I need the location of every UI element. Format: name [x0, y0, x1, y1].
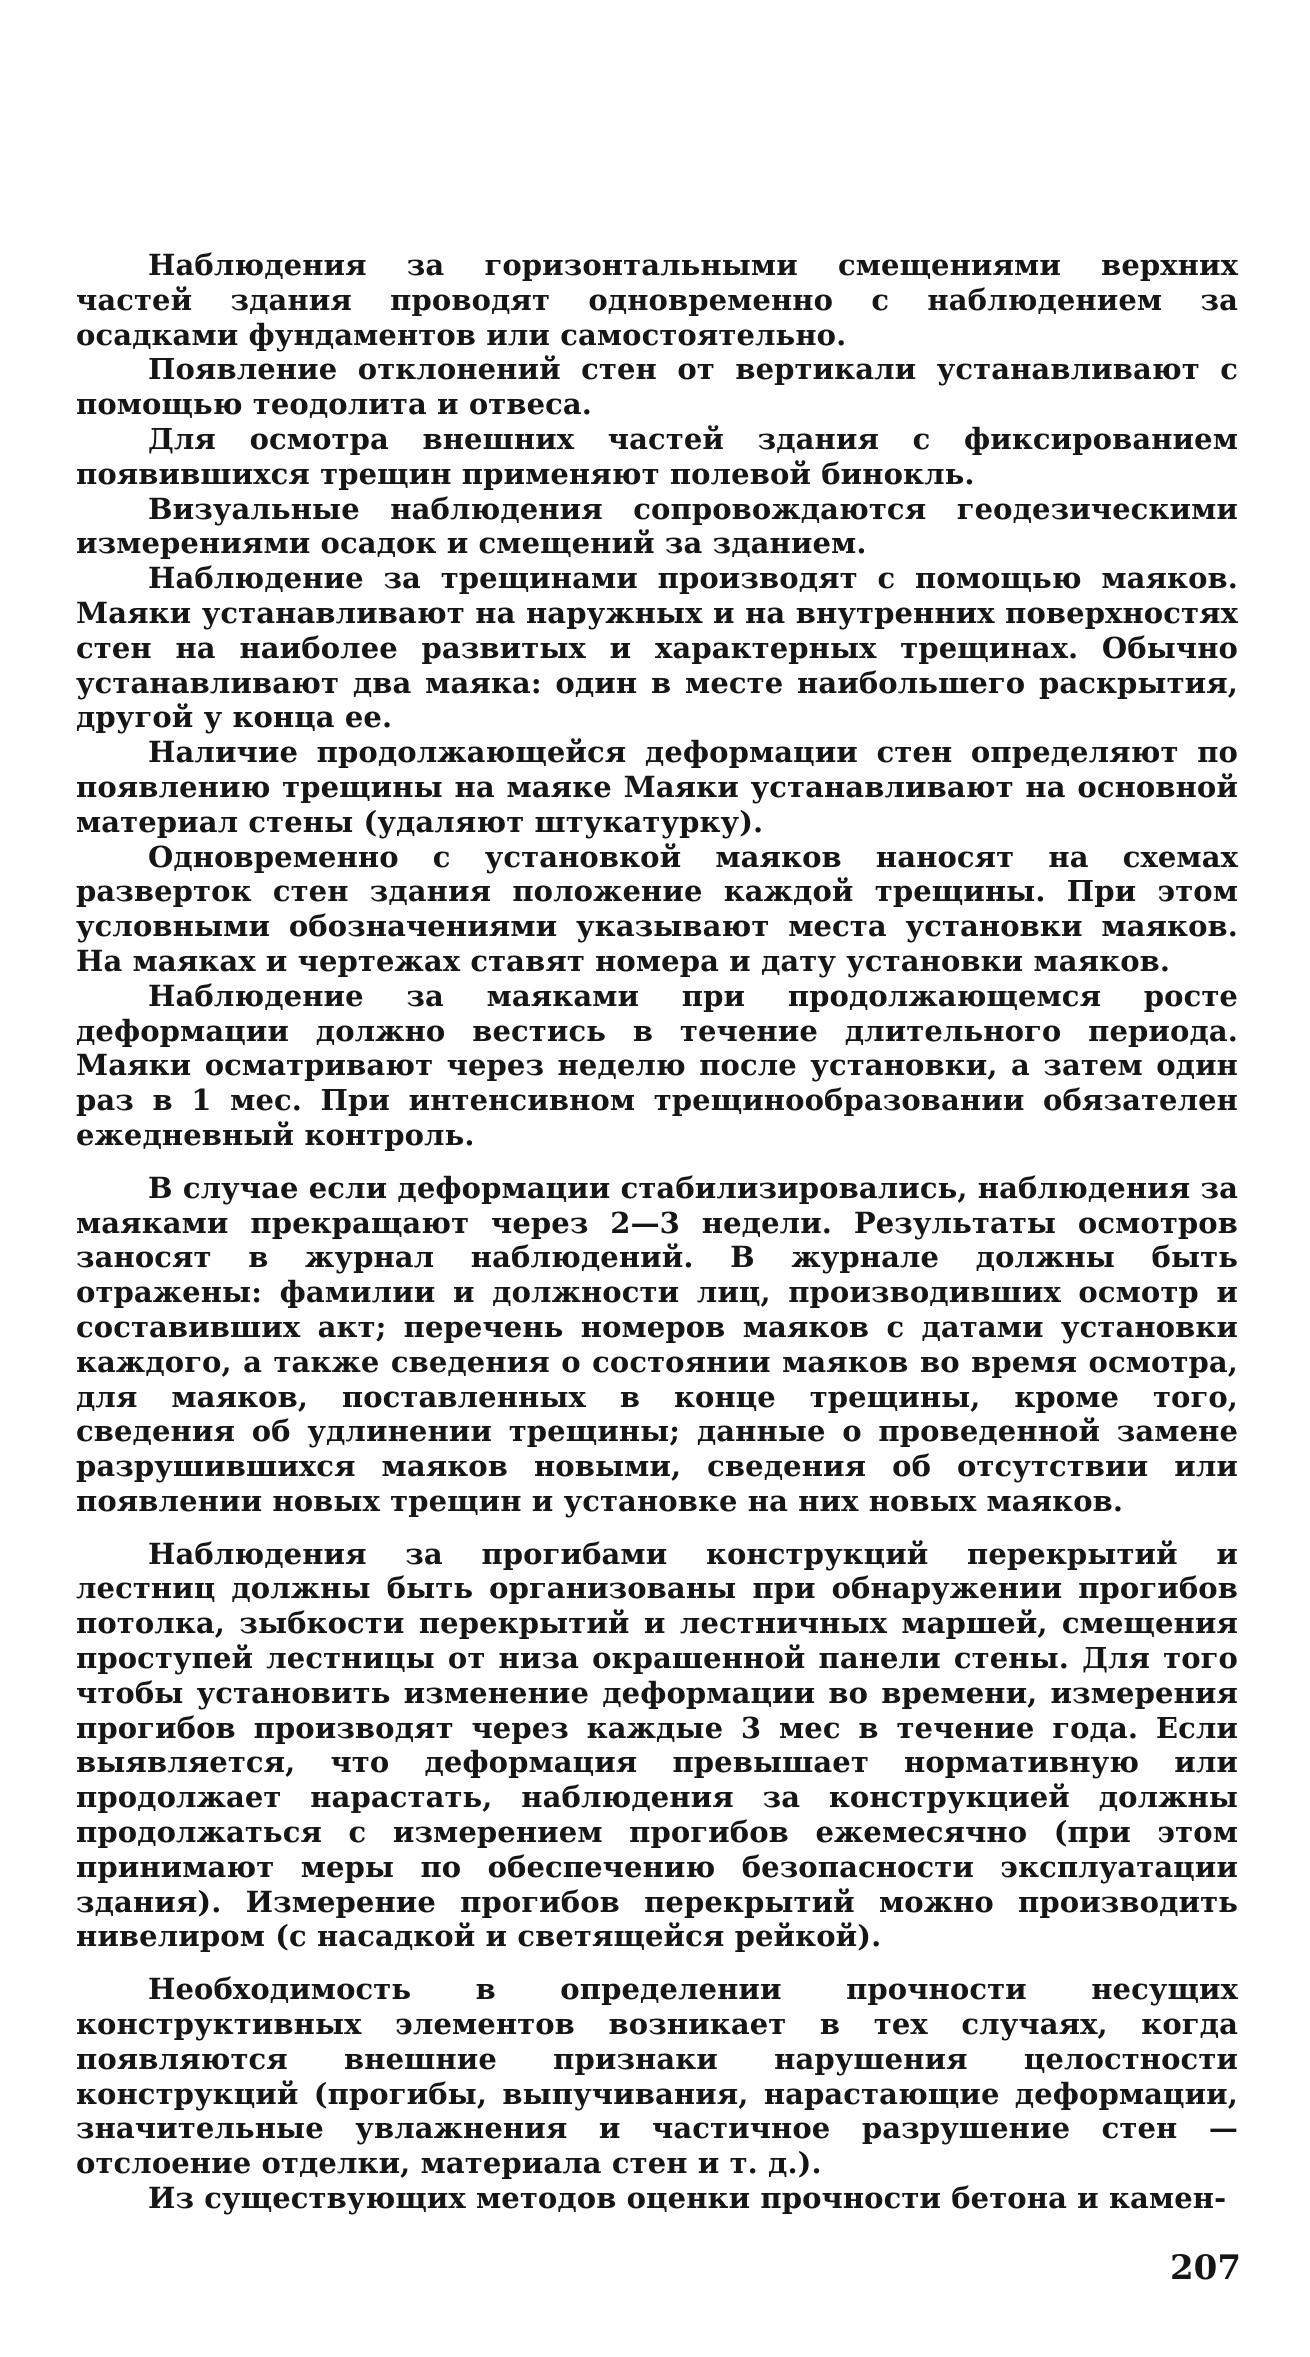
- paragraph-continued-methods: Из существующих методов оценки прочности бетона и камен-: [148, 2181, 1227, 2216]
- paragraph-ongoing-deformation: Наличие продолжающейся деформации стен определяют по появлению трещины на маяке Маяки устанавливают на основной материал стены (удаляют штукатурку).: [76, 735, 1238, 839]
- paragraph-crack-layout-diagrams: Одновременно с установкой маяков наносят на схемах разверток стен здания положение каждой трещины. При этом условными обозначениями указывают места установки маяков. На маяках и чертежах ставят номера и дату установки маяков.: [76, 839, 1238, 978]
- page-text-block: [76, 248, 1238, 2216]
- paragraph-horizontal-displacement: Наблюдения за горизонтальными смещениями верхних частей здания проводят одновременно с наблюдением за осадками фундаментов или самостоятельно.: [76, 248, 1238, 352]
- paragraph-beacon-inspection-period: Наблюдение за маяками при продолжающемся росте деформации должно вестись в течение длительного периода. Маяки осматривают через неделю после установки, а затем один раз в 1 мес. При интенсивном трещинообразовании обязателен ежедневный контроль.: [76, 978, 1238, 1152]
- paragraph-binoculars: Для осмотра внешних частей здания с фиксированием появившихся трещин применяют полевой бинокль.: [76, 421, 1238, 491]
- paragraph-visual-observations: Визуальные наблюдения сопровождаются геодезическими измерениями осадок и смещений за зданием.: [76, 491, 1238, 561]
- page-number: 207: [1170, 2248, 1241, 2288]
- paragraph-strength-assessment: Необходимость в определении прочности несущих конструктивных элементов возникает в тех случаях, когда появляются внешние признаки нарушения целостности конструкций (прогибы, выпучивания, нарастающие деформации, значительные увлажнения и частичное разрушение стен — отслоение отделки, материала стен и т. д.).: [76, 1972, 1238, 2181]
- paragraph-wall-deviation: Появление отклонений стен от вертикали устанавливают с помощью теодолита и отвеса.: [76, 352, 1238, 422]
- paragraph-crack-beacons: Наблюдение за трещинами производят с помощью маяков. Маяки устанавливают на наружных и на внутренних поверхностях стен на наиболее развитых и характерных трещинах. Обычно устанавливают два маяка: один в месте наибольшего раскрытия, другой у конца ее.: [76, 561, 1238, 735]
- paragraph-deflection-monitoring: Наблюдения за прогибами конструкций перекрытий и лестниц должны быть организованы при обнаружении прогибов потолка, зыбкости перекрытий и лестничных маршей, смещения проступей лестницы от низа окрашенной панели стены. Для того чтобы установить изменение деформации во времени, измерения прогибов производят через каждые 3 мес в течение года. Если выявляется, что деформация превышает нормативную или продолжает нарастать, наблюдения за конструкцией должны продолжаться с измерением прогибов ежемесячно (при этом принимают меры по обеспечению безопасности эксплуатации здания). Измерение прогибов перекрытий можно производить нивелиром (с насадкой и светящейся рейкой).: [76, 1536, 1238, 1954]
- paragraph-observation-journal: В случае если деформации стабилизировались, наблюдения за маяками прекращают через 2—3 недели. Результаты осмотров заносят в журнал наблюдений. В журнале должны быть отражены: фамилии и должности лиц, производивших осмотр и составивших акт; перечень номеров маяков с датами установки каждого, а также сведения о состоянии маяков во время осмотра, для маяков, поставленных в конце трещины, кроме того, сведения об удлинении трещины; данные о проведенной замене разрушившихся маяков новыми, сведения об отсутствии или появлении новых трещин и установке на них новых маяков.: [76, 1170, 1238, 1518]
